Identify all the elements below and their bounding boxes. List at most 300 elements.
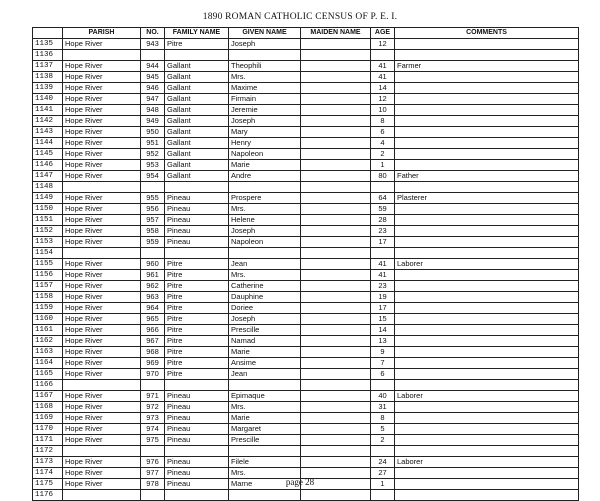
no-cell: 976 (141, 457, 165, 468)
family-name-cell (165, 380, 229, 391)
given-name-cell: Prescille (229, 435, 301, 446)
family-name-cell: Pineau (165, 479, 229, 490)
maiden-name-cell (301, 138, 371, 149)
parish-cell: Hope River (63, 160, 141, 171)
maiden-name-cell (301, 303, 371, 314)
row-number-cell: 1167 (33, 391, 63, 402)
table-row (33, 61, 579, 72)
parish-cell: Hope River (63, 435, 141, 446)
comments-cell (395, 281, 579, 292)
table-row (33, 391, 579, 402)
age-cell: 41 (371, 259, 395, 270)
age-cell: 14 (371, 83, 395, 94)
given-name-cell: Joseph (229, 116, 301, 127)
parish-cell: Hope River (63, 193, 141, 204)
age-cell: 12 (371, 94, 395, 105)
parish-cell: Hope River (63, 391, 141, 402)
family-name-cell: Gallant (165, 160, 229, 171)
header-age: AGE (371, 28, 395, 39)
table-row (33, 380, 579, 391)
table-row (33, 50, 579, 61)
maiden-name-cell (301, 83, 371, 94)
page-number: page 28 (285, 477, 315, 487)
parish-cell: Hope River (63, 72, 141, 83)
parish-cell (63, 380, 141, 391)
given-name-cell: Helene (229, 215, 301, 226)
given-name-cell: Napoleon (229, 237, 301, 248)
given-name-cell: Andre (229, 171, 301, 182)
age-cell: 5 (371, 424, 395, 435)
comments-cell (395, 347, 579, 358)
age-cell (371, 182, 395, 193)
row-number-cell: 1150 (33, 204, 63, 215)
maiden-name-cell (301, 380, 371, 391)
given-name-cell: Namad (229, 336, 301, 347)
age-cell: 28 (371, 215, 395, 226)
age-cell: 64 (371, 193, 395, 204)
row-number-cell: 1169 (33, 413, 63, 424)
given-name-cell: Theophili (229, 61, 301, 72)
parish-cell: Hope River (63, 457, 141, 468)
comments-cell (395, 215, 579, 226)
parish-cell: Hope River (63, 149, 141, 160)
header-given-name: GIVEN NAME (229, 28, 301, 39)
maiden-name-cell (301, 149, 371, 160)
comments-cell (395, 303, 579, 314)
parish-cell: Hope River (63, 226, 141, 237)
row-number-cell: 1173 (33, 457, 63, 468)
row-number-cell: 1141 (33, 105, 63, 116)
family-name-cell: Gallant (165, 138, 229, 149)
table-row (33, 171, 579, 182)
given-name-cell: Joseph (229, 226, 301, 237)
age-cell: 2 (371, 435, 395, 446)
table-row (33, 292, 579, 303)
header-row-number (33, 28, 63, 39)
given-name-cell: Marie (229, 413, 301, 424)
row-number-cell: 1176 (33, 490, 63, 501)
family-name-cell: Pineau (165, 435, 229, 446)
no-cell: 970 (141, 369, 165, 380)
age-cell: 17 (371, 237, 395, 248)
comments-cell (395, 314, 579, 325)
given-name-cell (229, 446, 301, 457)
no-cell: 974 (141, 424, 165, 435)
no-cell: 952 (141, 149, 165, 160)
comments-cell (395, 336, 579, 347)
no-cell: 971 (141, 391, 165, 402)
row-number-cell: 1137 (33, 61, 63, 72)
given-name-cell: Joseph (229, 39, 301, 50)
comments-cell (395, 105, 579, 116)
table-row (33, 237, 579, 248)
no-cell: 943 (141, 39, 165, 50)
family-name-cell (165, 182, 229, 193)
comments-cell (395, 358, 579, 369)
age-cell (371, 50, 395, 61)
maiden-name-cell (301, 226, 371, 237)
maiden-name-cell (301, 248, 371, 259)
age-cell: 40 (371, 391, 395, 402)
no-cell: 951 (141, 138, 165, 149)
parish-cell: Hope River (63, 94, 141, 105)
no-cell: 957 (141, 215, 165, 226)
given-name-cell: Mary (229, 127, 301, 138)
given-name-cell: Prescille (229, 325, 301, 336)
given-name-cell: Maxime (229, 83, 301, 94)
table-row (33, 116, 579, 127)
maiden-name-cell (301, 50, 371, 61)
given-name-cell: Napoleon (229, 149, 301, 160)
parish-cell: Hope River (63, 270, 141, 281)
parish-cell: Hope River (63, 479, 141, 490)
comments-cell (395, 490, 579, 501)
given-name-cell: Epimaque (229, 391, 301, 402)
maiden-name-cell (301, 391, 371, 402)
row-number-cell: 1156 (33, 270, 63, 281)
comments-cell (395, 369, 579, 380)
row-number-cell: 1149 (33, 193, 63, 204)
parish-cell: Hope River (63, 237, 141, 248)
table-row (33, 270, 579, 281)
age-cell (371, 380, 395, 391)
family-name-cell (165, 248, 229, 259)
no-cell (141, 248, 165, 259)
maiden-name-cell (301, 336, 371, 347)
no-cell: 972 (141, 402, 165, 413)
parish-cell (63, 490, 141, 501)
row-number-cell: 1152 (33, 226, 63, 237)
no-cell: 965 (141, 314, 165, 325)
table-row (33, 259, 579, 270)
table-row (33, 215, 579, 226)
table-row (33, 303, 579, 314)
given-name-cell: Mrs. (229, 204, 301, 215)
comments-cell: Plasterer (395, 193, 579, 204)
maiden-name-cell (301, 270, 371, 281)
table-row (33, 402, 579, 413)
row-number-cell: 1162 (33, 336, 63, 347)
maiden-name-cell (301, 237, 371, 248)
table-row (33, 94, 579, 105)
maiden-name-cell (301, 215, 371, 226)
table-row (33, 281, 579, 292)
header-no: NO. (141, 28, 165, 39)
family-name-cell: Pineau (165, 237, 229, 248)
comments-cell (395, 446, 579, 457)
comments-cell (395, 402, 579, 413)
age-cell: 41 (371, 270, 395, 281)
maiden-name-cell (301, 94, 371, 105)
maiden-name-cell (301, 292, 371, 303)
no-cell: 950 (141, 127, 165, 138)
maiden-name-cell (301, 72, 371, 83)
no-cell: 964 (141, 303, 165, 314)
age-cell: 14 (371, 325, 395, 336)
row-number-cell: 1165 (33, 369, 63, 380)
table-row (33, 446, 579, 457)
parish-cell: Hope River (63, 259, 141, 270)
row-number-cell: 1148 (33, 182, 63, 193)
table-row (33, 325, 579, 336)
parish-cell: Hope River (63, 402, 141, 413)
row-number-cell: 1143 (33, 127, 63, 138)
maiden-name-cell (301, 325, 371, 336)
given-name-cell: Mrs. (229, 468, 301, 479)
family-name-cell: Gallant (165, 116, 229, 127)
no-cell (141, 380, 165, 391)
maiden-name-cell (301, 490, 371, 501)
comments-cell (395, 138, 579, 149)
age-cell: 59 (371, 204, 395, 215)
family-name-cell: Pineau (165, 193, 229, 204)
maiden-name-cell (301, 369, 371, 380)
no-cell (141, 50, 165, 61)
parish-cell: Hope River (63, 204, 141, 215)
maiden-name-cell (301, 193, 371, 204)
maiden-name-cell (301, 160, 371, 171)
age-cell: 23 (371, 226, 395, 237)
parish-cell: Hope River (63, 314, 141, 325)
comments-cell (395, 380, 579, 391)
given-name-cell: Marie (229, 160, 301, 171)
family-name-cell: Pitre (165, 314, 229, 325)
comments-cell (395, 292, 579, 303)
row-number-cell: 1144 (33, 138, 63, 149)
parish-cell: Hope River (63, 281, 141, 292)
row-number-cell: 1145 (33, 149, 63, 160)
family-name-cell: Pitre (165, 39, 229, 50)
row-number-cell: 1135 (33, 39, 63, 50)
row-number-cell: 1159 (33, 303, 63, 314)
table-row (33, 336, 579, 347)
no-cell: 954 (141, 171, 165, 182)
given-name-cell: Jeremie (229, 105, 301, 116)
no-cell (141, 182, 165, 193)
given-name-cell: Ansime (229, 358, 301, 369)
family-name-cell: Pineau (165, 215, 229, 226)
family-name-cell: Gallant (165, 149, 229, 160)
age-cell: 41 (371, 72, 395, 83)
no-cell: 968 (141, 347, 165, 358)
table-row (33, 160, 579, 171)
row-number-cell: 1171 (33, 435, 63, 446)
age-cell: 8 (371, 116, 395, 127)
comments-cell: Laborer (395, 259, 579, 270)
family-name-cell: Pitre (165, 358, 229, 369)
no-cell: 948 (141, 105, 165, 116)
age-cell: 15 (371, 314, 395, 325)
maiden-name-cell (301, 105, 371, 116)
family-name-cell: Gallant (165, 171, 229, 182)
no-cell: 944 (141, 61, 165, 72)
parish-cell: Hope River (63, 39, 141, 50)
family-name-cell: Pineau (165, 413, 229, 424)
comments-cell (395, 116, 579, 127)
maiden-name-cell (301, 204, 371, 215)
no-cell: 946 (141, 83, 165, 94)
comments-cell (395, 325, 579, 336)
family-name-cell: Pitre (165, 270, 229, 281)
parish-cell: Hope River (63, 138, 141, 149)
family-name-cell: Gallant (165, 72, 229, 83)
age-cell (371, 446, 395, 457)
table-row (33, 358, 579, 369)
family-name-cell: Pitre (165, 281, 229, 292)
header-parish: PARISH (63, 28, 141, 39)
comments-cell: Laborer (395, 457, 579, 468)
comments-cell (395, 237, 579, 248)
given-name-cell: Margaret (229, 424, 301, 435)
comments-cell (395, 270, 579, 281)
no-cell: 949 (141, 116, 165, 127)
row-number-cell: 1151 (33, 215, 63, 226)
parish-cell: Hope River (63, 413, 141, 424)
age-cell: 31 (371, 402, 395, 413)
header-maiden-name: MAIDEN NAME (301, 28, 371, 39)
header-comments: COMMENTS (395, 28, 579, 39)
table-row (33, 127, 579, 138)
row-number-cell: 1168 (33, 402, 63, 413)
comments-cell (395, 39, 579, 50)
parish-cell: Hope River (63, 215, 141, 226)
comments-cell (395, 94, 579, 105)
maiden-name-cell (301, 457, 371, 468)
parish-cell: Hope River (63, 116, 141, 127)
given-name-cell: Firmain (229, 94, 301, 105)
row-number-cell: 1172 (33, 446, 63, 457)
comments-cell: Farmer (395, 61, 579, 72)
no-cell: 975 (141, 435, 165, 446)
row-number-cell: 1170 (33, 424, 63, 435)
comments-cell (395, 72, 579, 83)
family-name-cell: Pineau (165, 391, 229, 402)
table-row (33, 490, 579, 501)
comments-cell (395, 424, 579, 435)
family-name-cell: Gallant (165, 83, 229, 94)
row-number-cell: 1160 (33, 314, 63, 325)
row-number-cell: 1164 (33, 358, 63, 369)
no-cell: 945 (141, 72, 165, 83)
given-name-cell: Henry (229, 138, 301, 149)
family-name-cell: Gallant (165, 105, 229, 116)
table-row (33, 105, 579, 116)
given-name-cell: Joseph (229, 314, 301, 325)
table-row (33, 83, 579, 94)
no-cell: 978 (141, 479, 165, 490)
age-cell: 17 (371, 303, 395, 314)
maiden-name-cell (301, 314, 371, 325)
family-name-cell: Pineau (165, 204, 229, 215)
age-cell (371, 248, 395, 259)
parish-cell: Hope River (63, 336, 141, 347)
given-name-cell: Marie (229, 347, 301, 358)
table-row (33, 248, 579, 259)
table-body (33, 39, 579, 501)
maiden-name-cell (301, 61, 371, 72)
given-name-cell: Prospere (229, 193, 301, 204)
given-name-cell: Jean (229, 369, 301, 380)
maiden-name-cell (301, 127, 371, 138)
family-name-cell: Pitre (165, 347, 229, 358)
table-row (33, 435, 579, 446)
age-cell (371, 490, 395, 501)
header-family-name: FAMILY NAME (165, 28, 229, 39)
family-name-cell: Pitre (165, 259, 229, 270)
comments-cell (395, 413, 579, 424)
parish-cell: Hope River (63, 325, 141, 336)
row-number-cell: 1157 (33, 281, 63, 292)
no-cell: 955 (141, 193, 165, 204)
no-cell: 953 (141, 160, 165, 171)
row-number-cell: 1136 (33, 50, 63, 61)
comments-cell (395, 248, 579, 259)
parish-cell: Hope River (63, 358, 141, 369)
no-cell: 969 (141, 358, 165, 369)
age-cell: 19 (371, 292, 395, 303)
table-row (33, 39, 579, 50)
table-row (33, 347, 579, 358)
row-number-cell: 1161 (33, 325, 63, 336)
maiden-name-cell (301, 413, 371, 424)
age-cell: 2 (371, 149, 395, 160)
maiden-name-cell (301, 347, 371, 358)
parish-cell (63, 446, 141, 457)
table-row (33, 413, 579, 424)
parish-cell: Hope River (63, 292, 141, 303)
family-name-cell: Pitre (165, 292, 229, 303)
row-number-cell: 1158 (33, 292, 63, 303)
family-name-cell (165, 446, 229, 457)
age-cell: 23 (371, 281, 395, 292)
no-cell: 958 (141, 226, 165, 237)
family-name-cell: Gallant (165, 94, 229, 105)
comments-cell: Laborer (395, 391, 579, 402)
parish-cell: Hope River (63, 105, 141, 116)
comments-cell (395, 149, 579, 160)
no-cell: 977 (141, 468, 165, 479)
age-cell: 8 (371, 413, 395, 424)
given-name-cell: Filele (229, 457, 301, 468)
no-cell: 967 (141, 336, 165, 347)
no-cell: 963 (141, 292, 165, 303)
given-name-cell (229, 490, 301, 501)
row-number-cell: 1142 (33, 116, 63, 127)
given-name-cell: Jean (229, 259, 301, 270)
age-cell: 9 (371, 347, 395, 358)
age-cell: 6 (371, 127, 395, 138)
family-name-cell: Pineau (165, 424, 229, 435)
maiden-name-cell (301, 402, 371, 413)
row-number-cell: 1166 (33, 380, 63, 391)
no-cell (141, 490, 165, 501)
parish-cell: Hope River (63, 424, 141, 435)
comments-cell (395, 83, 579, 94)
parish-cell (63, 50, 141, 61)
comments-cell (395, 127, 579, 138)
parish-cell (63, 248, 141, 259)
family-name-cell: Pineau (165, 468, 229, 479)
table-row (33, 149, 579, 160)
parish-cell: Hope River (63, 127, 141, 138)
parish-cell: Hope River (63, 369, 141, 380)
family-name-cell: Pitre (165, 325, 229, 336)
comments-cell: Father (395, 171, 579, 182)
given-name-cell: Dauphine (229, 292, 301, 303)
maiden-name-cell (301, 39, 371, 50)
census-table (32, 27, 579, 501)
given-name-cell (229, 248, 301, 259)
